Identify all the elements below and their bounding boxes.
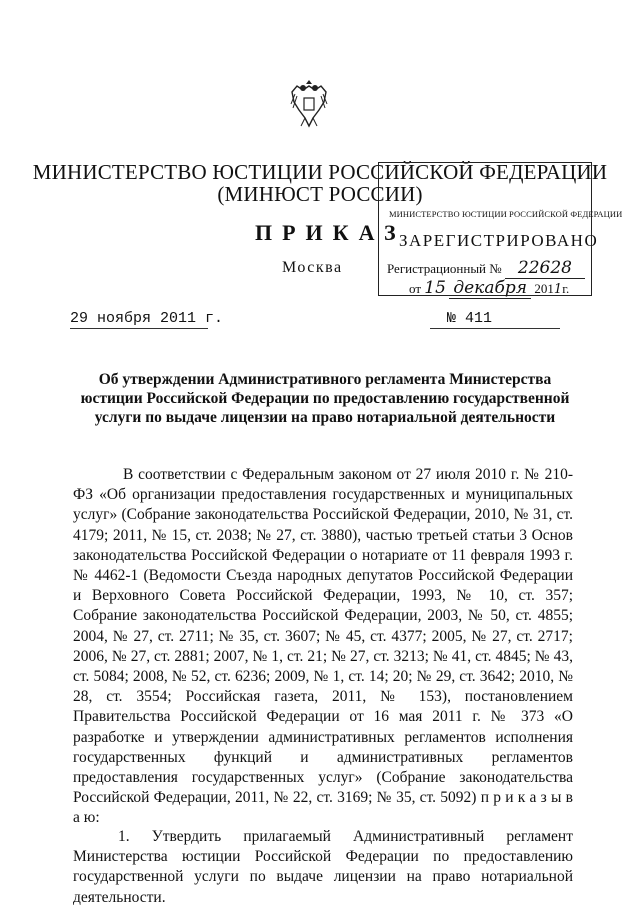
stamp-year: 201 [534, 281, 554, 296]
number-underline [430, 328, 560, 329]
stamp-reg-line [387, 258, 585, 279]
date-underline [70, 328, 208, 329]
ministry-short-name: (МИНЮСТ РОССИИ) [217, 182, 423, 206]
russian-coat-of-arms-icon [287, 80, 331, 130]
stamp-month: декабря [449, 278, 531, 299]
order-number: № 411 [447, 310, 493, 327]
document-type-heading: ПРИКАЗ [255, 220, 406, 245]
city: Москва [282, 259, 343, 276]
stamp-date-line [409, 278, 569, 299]
order-item-1: 1. Утвердить прилагаемый Административный регламент Министерства юстиции Российской Федерации по предоставлению государственной услуги по выдаче лицензии на право нотариальной деятельности. [73, 828, 573, 906]
registration-stamp [378, 162, 623, 298]
order-date: 29 ноября 2011 г. [70, 310, 224, 327]
document-title: Об утверждении Административного регламента Министерства юстиции Российской Федерации по предоставлению государственной услуги по выдаче лицензии на право нотариальной деятельности [80, 371, 570, 426]
stamp-year-suffix: г. [562, 281, 570, 296]
stamp-title: ЗАРЕГИСТРИРОВАНО [399, 231, 599, 250]
stamp-year-hand: 1 [553, 282, 563, 297]
stamp-from-label: от [409, 281, 422, 296]
stamp-header: МИНИСТЕРСТВО ЮСТИЦИИ РОССИЙСКОЙ ФЕДЕРАЦИИ [389, 209, 623, 219]
stamp-reg-label: Регистрационный № [387, 261, 502, 276]
ministry-name: МИНИСТЕРСТВО ЮСТИЦИИ РОССИЙСКОЙ ФЕДЕРАЦИИ [32, 160, 608, 184]
stamp-reg-number: 22628 [505, 258, 585, 279]
stamp-day: 15 [424, 278, 446, 298]
preamble-paragraph: В соответствии с Федеральным законом от 27 июля 2010 г. № 210-ФЗ «Об организации предоставления государственных и муниципальных услуг» (Собрание законодательства Российской Федерации, 2010, № 31, ст. 4179; 2011, № 15, ст. 2038; № 27, ст. 3880), частью третьей статьи 3 Основ законодательства Российской Федерации о нотариате от 11 февраля 1993 г. № 4462-1 (Ведомости Съезда народных депутатов Российской Федерации и Верховного Совета Российской Федерации, 1993, № 10, ст. 357; Собрание законодательства Российской Федерации, 2003, № 50, ст. 4855; 2004, № 27, ст. 2711; № 35, ст. 3607; № 45, ст. 4377; 2005, № 27, ст. 2717; 2006, № 27, ст. 2881; 2007, № 1, ст. 21; № 27, ст. 3213; № 41, ст. 4845; № 43, ст. 5084; 2008, № 52, ст. 6236; 2009, № 1, ст. 14; 20; № 29, ст. 3642; 2010, № 28, ст. 3554; Российская газета, 2011, № 153), постановлением Правительства Российской Федерации от 16 мая 2011 г. № 373 «О разработке и утверждении административных регламентов исполнения государственных функций и административных регламентов предоставления государственных услуг» (Собрание законодательства Российской Федерации, 2011, № 22, ст. 3169; № 35, ст. 5092) п р и к а з ы в а ю: [73, 466, 573, 827]
